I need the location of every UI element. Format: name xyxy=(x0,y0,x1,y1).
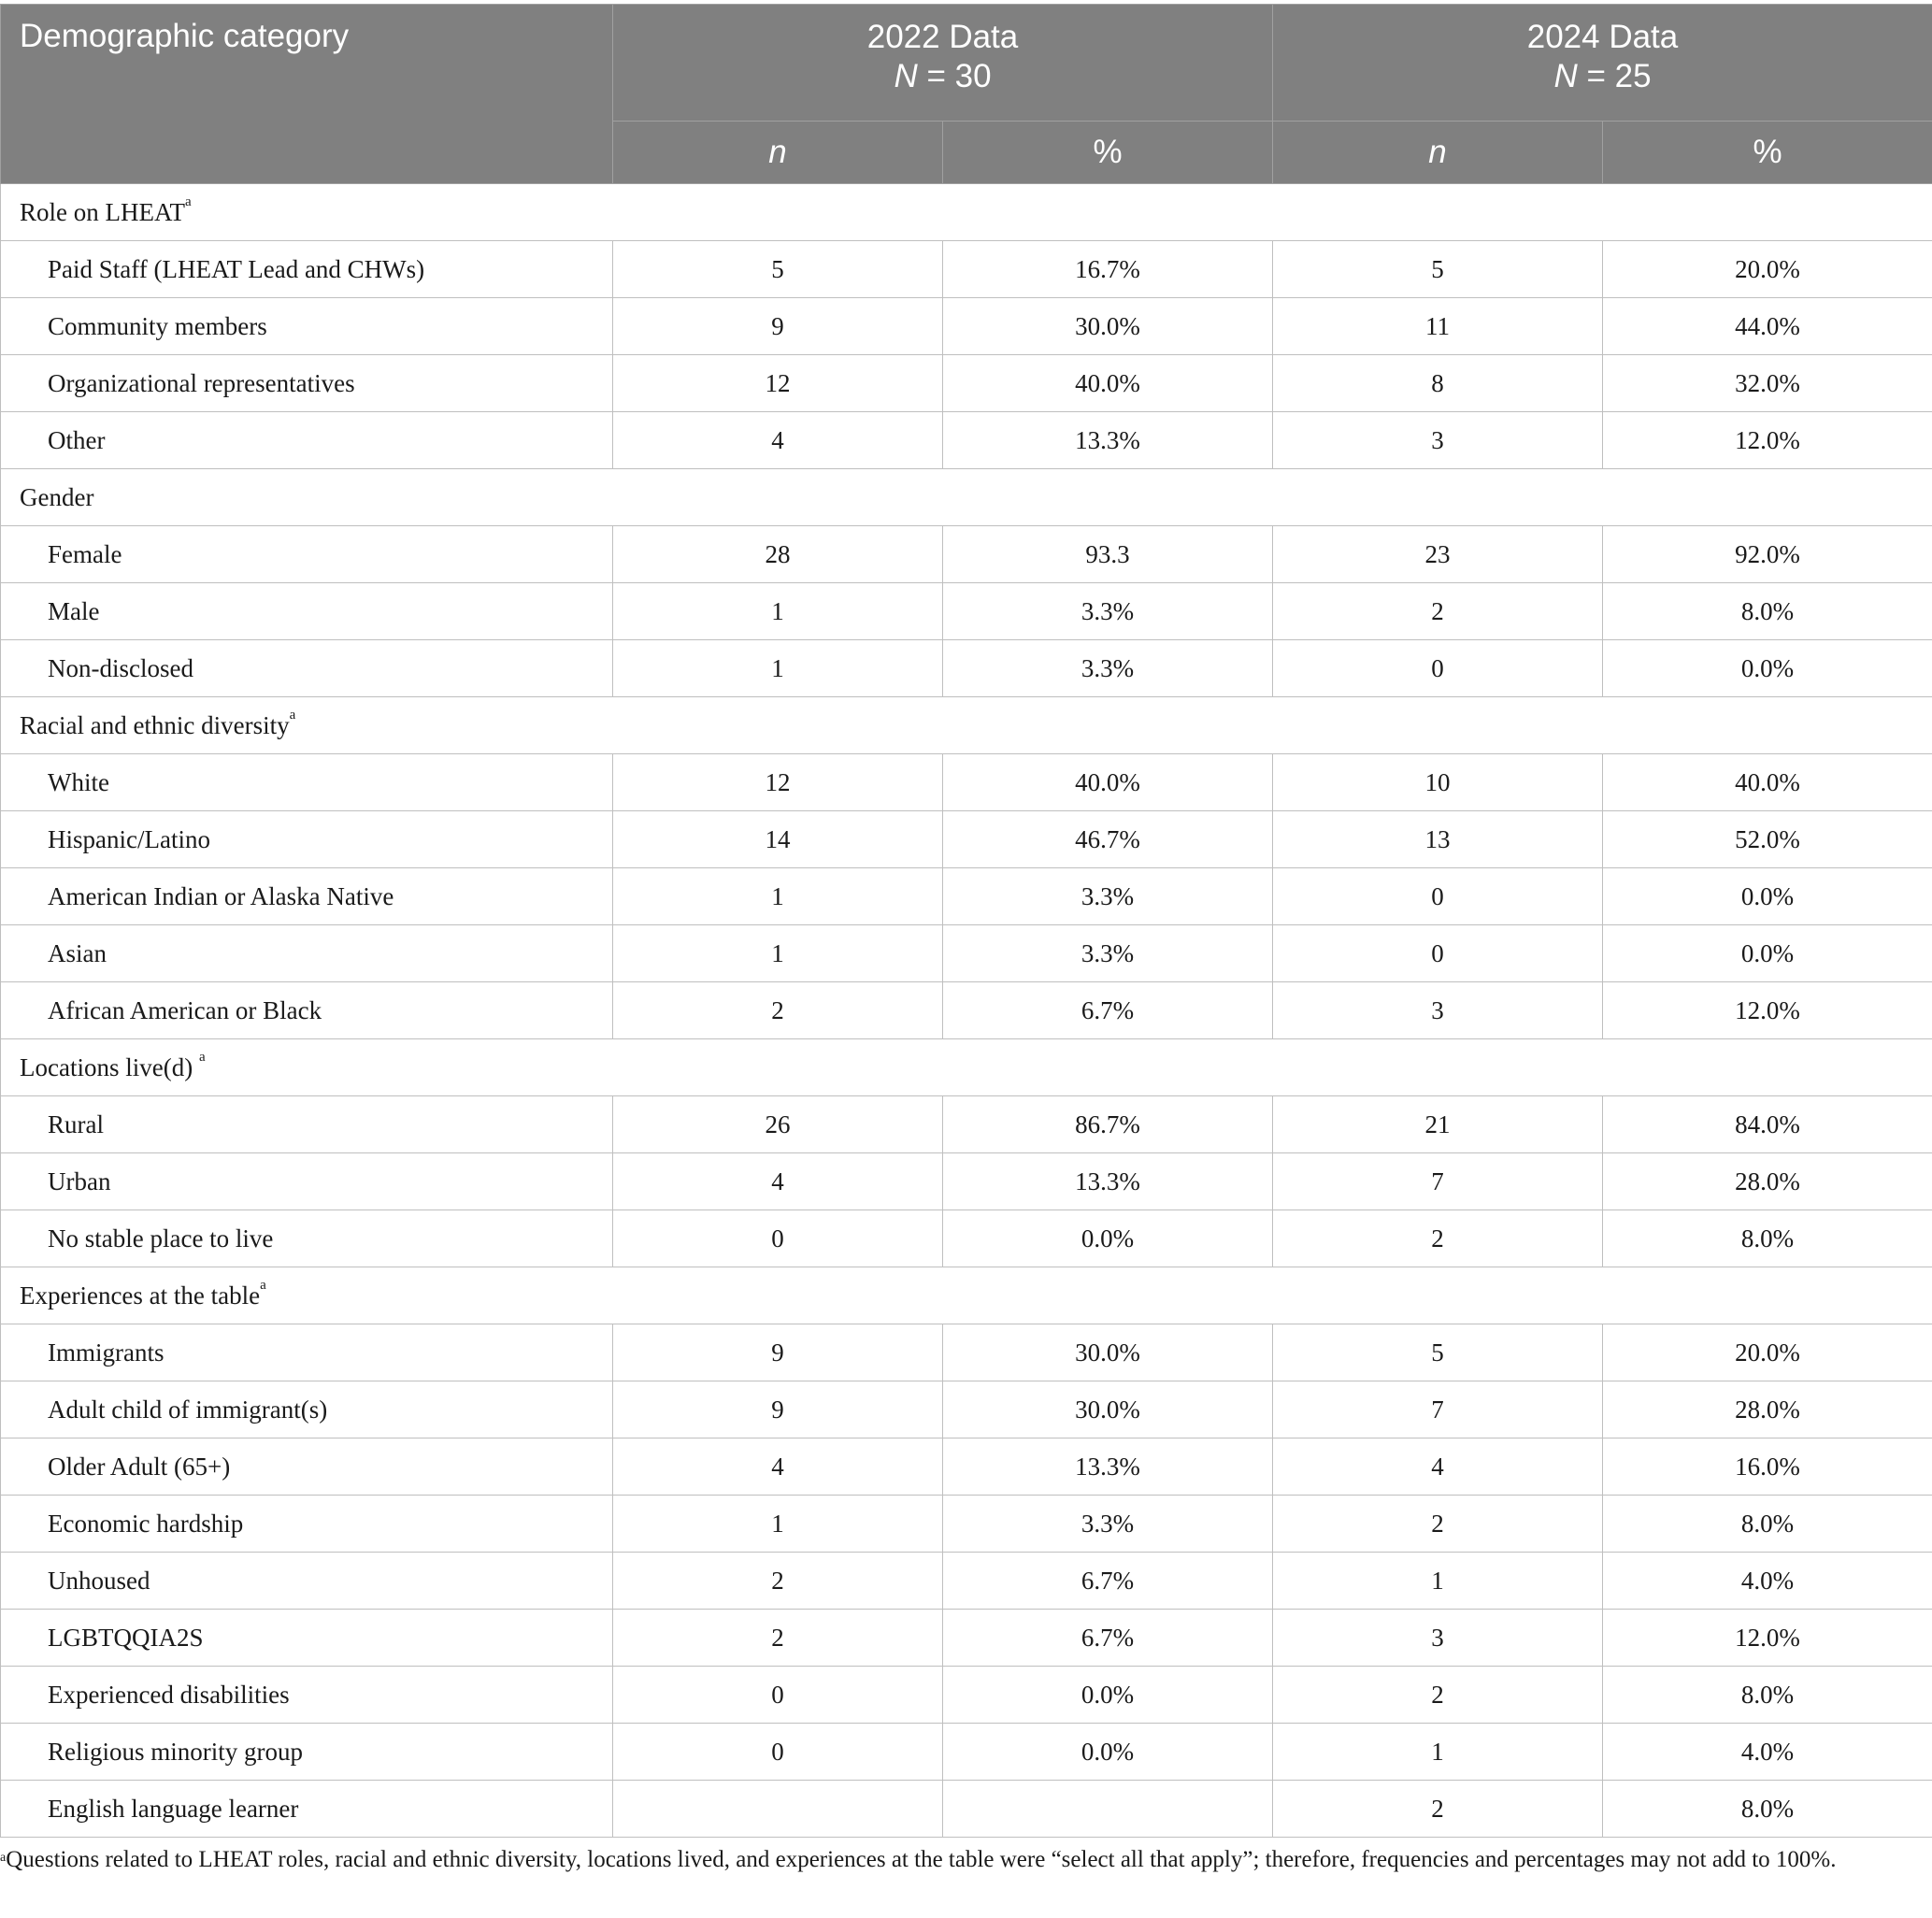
n-2024-cell: 10 xyxy=(1273,754,1603,811)
table-row xyxy=(1,925,1932,982)
row-label: Urban xyxy=(1,1153,613,1210)
table-row xyxy=(1,1381,1932,1438)
section-row xyxy=(1,697,1932,754)
category-column-header: Demographic category xyxy=(1,5,613,184)
pct-2022-cell: 3.3% xyxy=(943,583,1273,640)
pct-2022-cell: 13.3% xyxy=(943,1153,1273,1210)
n-2024-cell: 7 xyxy=(1273,1153,1603,1210)
n-2022-cell: 4 xyxy=(613,1438,943,1496)
n-2024-cell: 0 xyxy=(1273,868,1603,925)
pct-2024-cell: 20.0% xyxy=(1603,1324,1932,1381)
n-2024-cell: 3 xyxy=(1273,1610,1603,1667)
row-label: White xyxy=(1,754,613,811)
row-label: Older Adult (65+) xyxy=(1,1438,613,1496)
table-body xyxy=(1,184,1932,1838)
section-row xyxy=(1,1039,1932,1096)
n-2024-cell: 5 xyxy=(1273,1324,1603,1381)
pct-2022-cell: 3.3% xyxy=(943,925,1273,982)
row-label: No stable place to live xyxy=(1,1210,613,1267)
n-2024-cell: 21 xyxy=(1273,1096,1603,1153)
table-row xyxy=(1,1667,1932,1724)
table-row xyxy=(1,241,1932,298)
table-row xyxy=(1,1781,1932,1838)
row-label: Paid Staff (LHEAT Lead and CHWs) xyxy=(1,241,613,298)
pct-2024-cell: 28.0% xyxy=(1603,1153,1932,1210)
n-2024-cell: 2 xyxy=(1273,1667,1603,1724)
pct-2022-header: % xyxy=(943,122,1273,184)
section-row xyxy=(1,1267,1932,1324)
footnote-marker: a xyxy=(0,1851,7,1865)
pct-2022-cell: 13.3% xyxy=(943,412,1273,469)
pct-2024-cell: 8.0% xyxy=(1603,583,1932,640)
n-2024-header: n xyxy=(1273,122,1603,184)
row-label: English language learner xyxy=(1,1781,613,1838)
section-title-text: Experiences at the table xyxy=(20,1281,261,1310)
n-2024-cell: 11 xyxy=(1273,298,1603,355)
pct-2024-cell: 4.0% xyxy=(1603,1553,1932,1610)
row-label: Adult child of immigrant(s) xyxy=(1,1381,613,1438)
pct-2024-cell: 8.0% xyxy=(1603,1496,1932,1553)
n-2024-cell: 0 xyxy=(1273,640,1603,697)
n-2024-cell: 2 xyxy=(1273,1496,1603,1553)
n-2022-cell: 9 xyxy=(613,1324,943,1381)
n-2022-cell: 2 xyxy=(613,1610,943,1667)
n-2022-cell: 4 xyxy=(613,1153,943,1210)
row-label: Female xyxy=(1,526,613,583)
n-2024-cell: 0 xyxy=(1273,925,1603,982)
section-title xyxy=(1,469,1932,526)
row-label: Male xyxy=(1,583,613,640)
table-row xyxy=(1,1496,1932,1553)
section-title-text: Gender xyxy=(20,482,94,511)
demographics-table xyxy=(0,4,1932,1838)
n-2022-cell: 1 xyxy=(613,1496,943,1553)
n-2022-cell: 1 xyxy=(613,640,943,697)
pct-2022-cell: 30.0% xyxy=(943,1324,1273,1381)
year-2022-header xyxy=(613,5,1273,122)
row-label: LGBTQQIA2S xyxy=(1,1610,613,1667)
n-2024-cell: 23 xyxy=(1273,526,1603,583)
pct-2024-header: % xyxy=(1603,122,1932,184)
pct-2024-cell: 0.0% xyxy=(1603,925,1932,982)
n-2022-cell: 0 xyxy=(613,1210,943,1267)
n-2022-cell: 9 xyxy=(613,298,943,355)
pct-2024-cell: 84.0% xyxy=(1603,1096,1932,1153)
footnote-marker: a xyxy=(184,193,192,209)
n-2022-cell: 12 xyxy=(613,754,943,811)
row-label: Unhoused xyxy=(1,1553,613,1610)
n-2022-cell: 1 xyxy=(613,583,943,640)
table-footnote xyxy=(0,1841,1907,1879)
row-label: Organizational representatives xyxy=(1,355,613,412)
table-header xyxy=(1,5,1932,184)
n-2024-cell: 2 xyxy=(1273,1210,1603,1267)
year-2024-header xyxy=(1273,5,1932,122)
pct-2024-cell: 8.0% xyxy=(1603,1210,1932,1267)
n-2024-cell: 7 xyxy=(1273,1381,1603,1438)
n-2022-cell: 4 xyxy=(613,412,943,469)
table-row xyxy=(1,412,1932,469)
table-row xyxy=(1,868,1932,925)
row-label: Experienced disabilities xyxy=(1,1667,613,1724)
n-2022-cell: 26 xyxy=(613,1096,943,1153)
pct-2022-cell: 30.0% xyxy=(943,1381,1273,1438)
n-2024-cell: 8 xyxy=(1273,355,1603,412)
year-2022-sample-size: N = 30 xyxy=(894,58,992,94)
section-row xyxy=(1,184,1932,241)
pct-2022-cell: 0.0% xyxy=(943,1210,1273,1267)
pct-2024-cell: 12.0% xyxy=(1603,1610,1932,1667)
n-2024-cell: 3 xyxy=(1273,412,1603,469)
table-row xyxy=(1,1096,1932,1153)
year-2024-title: 2024 Data xyxy=(1526,19,1679,55)
pct-2024-cell: 0.0% xyxy=(1603,640,1932,697)
section-title xyxy=(1,1039,1932,1096)
section-title-text: Role on LHEAT xyxy=(20,197,185,226)
table-row xyxy=(1,1210,1932,1267)
n-2024-cell: 13 xyxy=(1273,811,1603,868)
pct-2022-cell: 0.0% xyxy=(943,1724,1273,1781)
pct-2022-cell: 6.7% xyxy=(943,1610,1273,1667)
n-2024-cell: 2 xyxy=(1273,1781,1603,1838)
section-title xyxy=(1,184,1932,241)
n-2022-cell: 0 xyxy=(613,1724,943,1781)
table-row xyxy=(1,1724,1932,1781)
pct-2024-cell: 52.0% xyxy=(1603,811,1932,868)
row-label: Immigrants xyxy=(1,1324,613,1381)
n-2022-cell: 14 xyxy=(613,811,943,868)
n-2022-cell: 28 xyxy=(613,526,943,583)
pct-2024-cell: 92.0% xyxy=(1603,526,1932,583)
table-row xyxy=(1,754,1932,811)
n-2024-cell: 4 xyxy=(1273,1438,1603,1496)
table-row xyxy=(1,640,1932,697)
row-label: Community members xyxy=(1,298,613,355)
table-row xyxy=(1,1324,1932,1381)
row-label: Other xyxy=(1,412,613,469)
pct-2022-cell: 46.7% xyxy=(943,811,1273,868)
pct-2022-cell: 6.7% xyxy=(943,1553,1273,1610)
n-2024-cell: 5 xyxy=(1273,241,1603,298)
row-label: Rural xyxy=(1,1096,613,1153)
pct-2022-cell: 40.0% xyxy=(943,754,1273,811)
table-row xyxy=(1,1610,1932,1667)
n-2022-cell: 5 xyxy=(613,241,943,298)
table-row xyxy=(1,1438,1932,1496)
pct-2022-cell: 6.7% xyxy=(943,982,1273,1039)
n-2022-cell: 2 xyxy=(613,1553,943,1610)
row-label: Asian xyxy=(1,925,613,982)
pct-2024-cell: 0.0% xyxy=(1603,868,1932,925)
pct-2024-cell: 44.0% xyxy=(1603,298,1932,355)
pct-2022-cell: 16.7% xyxy=(943,241,1273,298)
section-title-text: Racial and ethnic diversity xyxy=(20,710,290,739)
n-2024-cell: 1 xyxy=(1273,1724,1603,1781)
pct-2022-cell xyxy=(943,1781,1273,1838)
pct-2024-cell: 32.0% xyxy=(1603,355,1932,412)
table-row xyxy=(1,811,1932,868)
section-title-text: Locations live(d) xyxy=(20,1052,199,1081)
pct-2022-cell: 3.3% xyxy=(943,640,1273,697)
pct-2024-cell: 40.0% xyxy=(1603,754,1932,811)
footnote-marker: a xyxy=(198,1049,206,1065)
n-2022-cell: 12 xyxy=(613,355,943,412)
row-label: American Indian or Alaska Native xyxy=(1,868,613,925)
row-label: African American or Black xyxy=(1,982,613,1039)
n-2022-cell: 1 xyxy=(613,868,943,925)
pct-2022-cell: 86.7% xyxy=(943,1096,1273,1153)
n-2024-cell: 2 xyxy=(1273,583,1603,640)
pct-2022-cell: 40.0% xyxy=(943,355,1273,412)
pct-2022-cell: 13.3% xyxy=(943,1438,1273,1496)
table-row xyxy=(1,298,1932,355)
pct-2022-cell: 3.3% xyxy=(943,1496,1273,1553)
pct-2024-cell: 4.0% xyxy=(1603,1724,1932,1781)
row-label: Hispanic/Latino xyxy=(1,811,613,868)
section-title xyxy=(1,697,1932,754)
pct-2024-cell: 8.0% xyxy=(1603,1667,1932,1724)
n-2022-header: n xyxy=(613,122,943,184)
n-2022-cell: 1 xyxy=(613,925,943,982)
table-row xyxy=(1,1553,1932,1610)
pct-2022-cell: 30.0% xyxy=(943,298,1273,355)
year-2024-sample-size: N = 25 xyxy=(1553,58,1652,94)
pct-2022-cell: 93.3 xyxy=(943,526,1273,583)
pct-2024-cell: 12.0% xyxy=(1603,982,1932,1039)
n-2022-cell: 2 xyxy=(613,982,943,1039)
section-title xyxy=(1,1267,1932,1324)
n-2024-cell: 1 xyxy=(1273,1553,1603,1610)
n-2022-cell xyxy=(613,1781,943,1838)
table-row xyxy=(1,982,1932,1039)
table-row xyxy=(1,583,1932,640)
table-row xyxy=(1,1153,1932,1210)
pct-2024-cell: 20.0% xyxy=(1603,241,1932,298)
table-row xyxy=(1,526,1932,583)
row-label: Non-disclosed xyxy=(1,640,613,697)
footnote-marker: a xyxy=(289,707,296,723)
pct-2024-cell: 28.0% xyxy=(1603,1381,1932,1438)
n-2022-cell: 9 xyxy=(613,1381,943,1438)
pct-2024-cell: 8.0% xyxy=(1603,1781,1932,1838)
pct-2024-cell: 12.0% xyxy=(1603,412,1932,469)
n-2022-cell: 0 xyxy=(613,1667,943,1724)
section-row xyxy=(1,469,1932,526)
n-2024-cell: 3 xyxy=(1273,982,1603,1039)
pct-2024-cell: 16.0% xyxy=(1603,1438,1932,1496)
row-label: Religious minority group xyxy=(1,1724,613,1781)
table-row xyxy=(1,355,1932,412)
footnote-marker: a xyxy=(260,1277,266,1293)
pct-2022-cell: 0.0% xyxy=(943,1667,1273,1724)
row-label: Economic hardship xyxy=(1,1496,613,1553)
footnote-text: Questions related to LHEAT roles, racial and ethnic diversity, locations lived, and experiences at the table were “select all that apply”; therefore, frequencies and percentages may not add to 100%. xyxy=(6,1847,1837,1872)
pct-2022-cell: 3.3% xyxy=(943,868,1273,925)
year-2022-title: 2022 Data xyxy=(866,19,1019,55)
